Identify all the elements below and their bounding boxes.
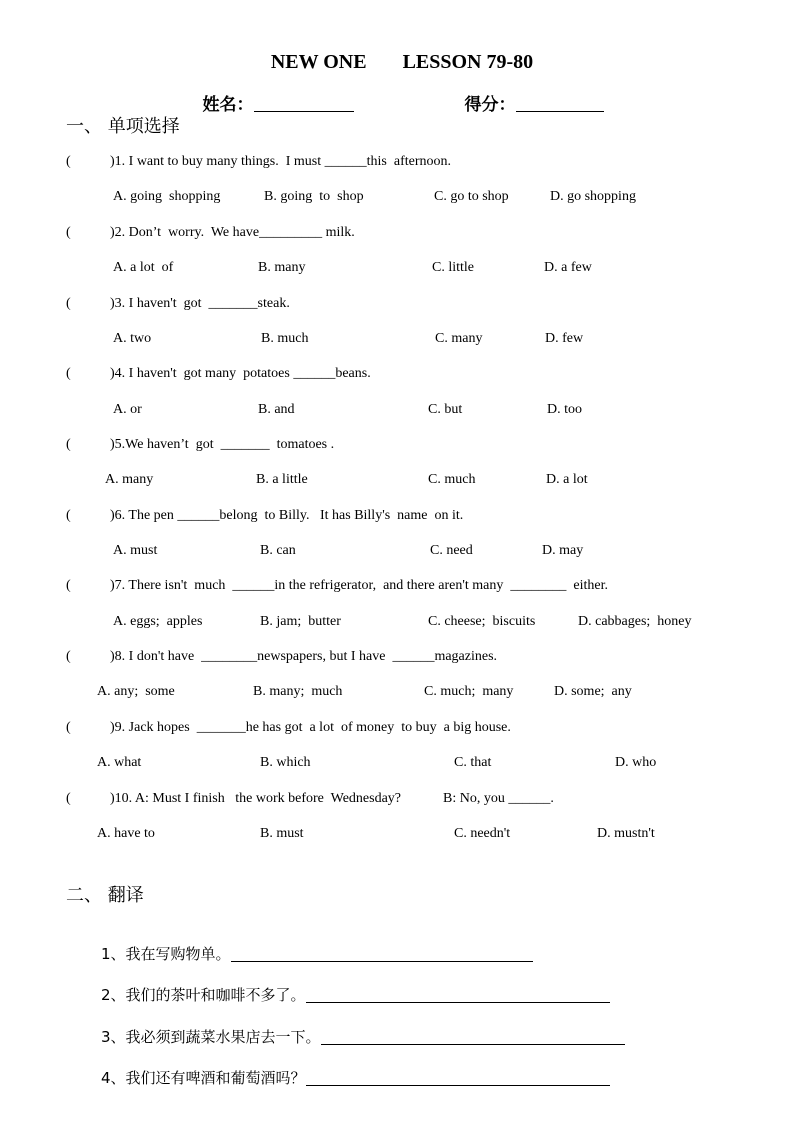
option-b: B. going to shop <box>264 189 364 204</box>
title-lesson: LESSON 79-80 <box>402 51 534 73</box>
option-c: C. much; many <box>424 684 514 699</box>
answer-paren[interactable]: ( <box>66 437 71 452</box>
option-d: D. cabbages; honey <box>578 614 692 629</box>
option-b: B. a little <box>256 472 308 487</box>
question-text: )7. There isn't much ______in the refrigerator, and there aren't many ________ either. <box>110 578 608 593</box>
option-b: B. much <box>261 331 309 346</box>
translation-prompt: 3、我必须到蔬菜水果店去一下。 <box>101 1028 321 1046</box>
answer-paren[interactable]: ( <box>66 366 71 381</box>
option-b: B. jam; butter <box>260 614 341 629</box>
translation-prompt: 4、我们还有啤酒和葡萄酒吗？ <box>101 1069 306 1087</box>
option-a: A. many <box>105 472 154 487</box>
translation-prompt: 2、我们的茶叶和咖啡不多了。 <box>101 986 306 1004</box>
answer-paren[interactable]: ( <box>66 649 71 664</box>
question-text: )4. I haven't got many potatoes ______beans. <box>110 366 371 381</box>
option-d: D. go shopping <box>550 189 636 204</box>
option-c: C. many <box>435 331 483 346</box>
option-d: D. few <box>545 331 584 346</box>
option-b: B. can <box>260 543 296 558</box>
option-d: D. too <box>547 402 582 417</box>
option-d: D. some; any <box>554 684 632 699</box>
option-c: C. cheese; biscuits <box>428 614 536 629</box>
answer-line[interactable] <box>321 1030 625 1045</box>
name-blank[interactable] <box>254 97 354 112</box>
answer-line[interactable] <box>231 947 533 962</box>
translation-prompt: 1、我在写购物单。 <box>101 945 231 963</box>
option-c: C. little <box>432 260 474 275</box>
option-d: D. who <box>615 755 657 770</box>
option-a: A. a lot of <box>113 260 174 275</box>
answer-paren[interactable]: ( <box>66 296 71 311</box>
title-course: NEW ONE <box>270 51 367 73</box>
answer-paren[interactable]: ( <box>66 154 71 169</box>
page-title <box>0 28 794 74</box>
question-text: )3. I haven't got _______steak. <box>110 296 290 311</box>
question-text: )2. Don’t worry. We have_________ milk. <box>110 225 355 240</box>
translation-item <box>93 925 533 964</box>
question-text: )5.We haven’t got _______ tomatoes . <box>110 437 335 452</box>
option-b: B. which <box>260 755 311 770</box>
option-c: C. that <box>454 755 492 770</box>
section-heading-choice: 一、 单项选择 <box>66 116 180 137</box>
option-b: B. must <box>260 826 304 841</box>
section-heading-translation: 二、 翻译 <box>66 885 144 906</box>
option-d: D. mustn't <box>597 826 655 841</box>
question-text: )1. I want to buy many things. I must ______this afternoon. <box>110 154 452 169</box>
translation-item <box>93 1008 625 1047</box>
option-a: A. or <box>113 402 142 417</box>
option-a: A. any; some <box>97 684 175 699</box>
answer-paren[interactable]: ( <box>66 225 71 240</box>
answer-paren[interactable]: ( <box>66 720 71 735</box>
question-text: )6. The pen ______belong to Billy. It has Billy's name on it. <box>110 508 464 523</box>
option-a: A. have to <box>97 826 155 841</box>
answer-paren[interactable]: ( <box>66 578 71 593</box>
question-text: )9. Jack hopes _______he has got a lot of money to buy a big house. <box>110 720 511 735</box>
answer-paren[interactable]: ( <box>66 508 71 523</box>
option-c: C. need <box>430 543 473 558</box>
option-a: A. going shopping <box>113 189 221 204</box>
translation-item <box>93 1049 610 1088</box>
option-d: D. a lot <box>546 472 588 487</box>
name-label: 姓名： <box>202 95 254 114</box>
option-d: D. a few <box>544 260 592 275</box>
option-c: C. needn't <box>454 826 511 841</box>
translation-item <box>93 966 610 1005</box>
question-text: )8. I don't have ________newspapers, but I have ______magazines. <box>110 649 498 664</box>
score-field <box>456 70 604 115</box>
name-field <box>194 70 354 115</box>
option-a: A. eggs; apples <box>113 614 203 629</box>
option-a: A. must <box>113 543 158 558</box>
option-b: B. many; much <box>253 684 343 699</box>
option-c: C. much <box>428 472 476 487</box>
question-text: )10. A: Must I finish the work before Wednesday? B: No, you ______. <box>110 791 554 806</box>
option-a: A. two <box>113 331 152 346</box>
answer-line[interactable] <box>306 988 610 1003</box>
option-c: C. but <box>428 402 463 417</box>
score-blank[interactable] <box>516 97 604 112</box>
option-a: A. what <box>97 755 142 770</box>
score-label: 得分： <box>464 95 516 114</box>
option-c: C. go to shop <box>434 189 509 204</box>
option-b: B. and <box>258 402 295 417</box>
option-b: B. many <box>258 260 306 275</box>
answer-paren[interactable]: ( <box>66 791 71 806</box>
option-d: D. may <box>542 543 584 558</box>
answer-line[interactable] <box>306 1071 610 1086</box>
